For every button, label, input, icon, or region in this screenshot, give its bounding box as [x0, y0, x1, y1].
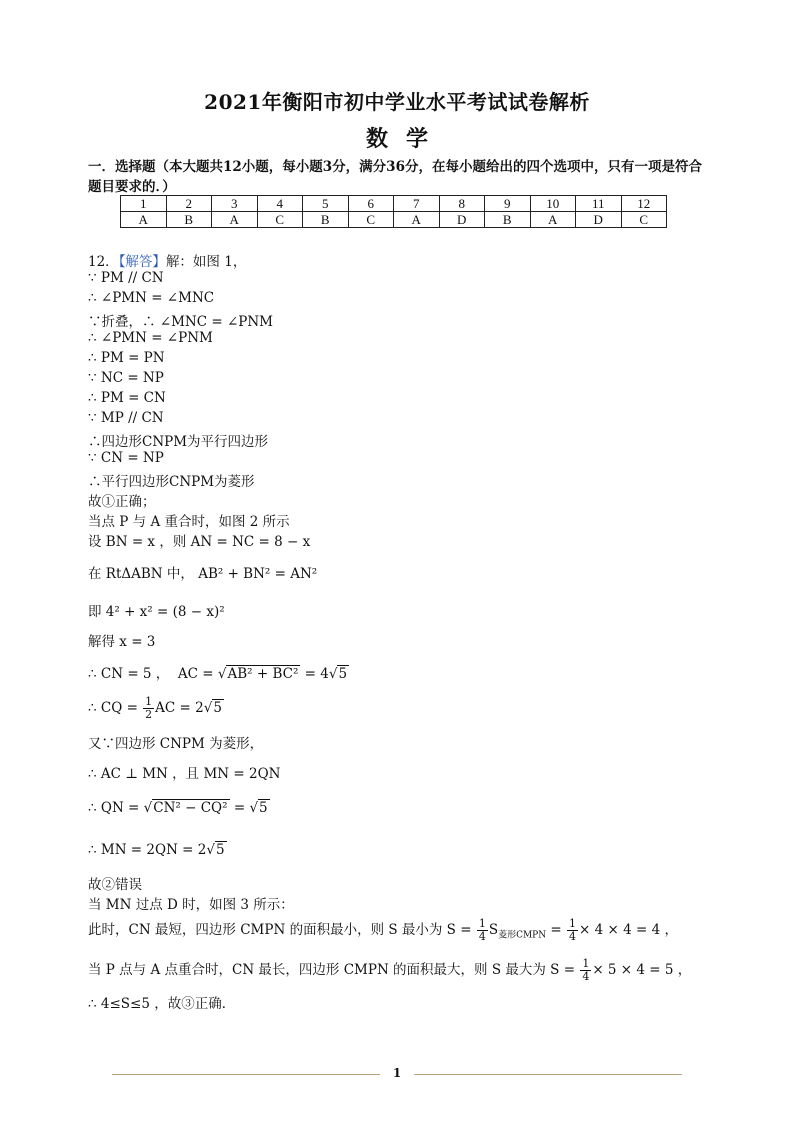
answer-tag: 【解答】	[118, 254, 166, 270]
answer-cell: A	[121, 212, 167, 228]
radicand: 5	[215, 842, 225, 858]
subscript: 菱形CMPN	[498, 930, 547, 941]
radicand: AB² + BC²	[227, 666, 299, 682]
fraction-numerator: 1	[569, 917, 577, 930]
solution-line: 当点 P 与 A 重合时，如图 2 所示	[88, 514, 290, 530]
solution-line: ∴ ∠PMN = ∠MNC	[88, 290, 215, 306]
solution-line: ∵ CN = NP	[88, 450, 164, 466]
document-title: 2021年衡阳市初中学业水平考试试卷解析	[204, 90, 590, 114]
solution-line: ∵ PM // CN	[88, 270, 164, 286]
answer-table-number-row	[121, 196, 667, 212]
question-number: 12	[621, 196, 667, 212]
fraction-numerator: 1	[582, 957, 590, 970]
solution-line: 故②错误	[88, 877, 142, 893]
question-number: 11	[576, 196, 622, 212]
answer-cell: A	[212, 212, 258, 228]
solution-line: ∵ NC = NP	[88, 370, 164, 386]
math-text: × 4 × 4 = 4 ，	[579, 922, 678, 938]
solution-line: 在 RtΔABN 中， AB² + BN² = AN²	[88, 566, 318, 582]
question-number: 5	[303, 196, 349, 212]
answer-cell: B	[303, 212, 349, 228]
question-number: 2	[166, 196, 212, 212]
solution-line: ∴ 4≤S≤5 ，故③正确．	[88, 996, 236, 1012]
math-text: 此时，CN 最短，四边形 CMPN 的面积最小，则 S 最小为 S =	[88, 922, 476, 938]
question-number: 6	[348, 196, 394, 212]
question-number: 8	[439, 196, 485, 212]
footer-rule-right	[414, 1074, 682, 1075]
solution-line: ∴ AC ⊥ MN ，且 MN = 2QN	[88, 766, 281, 782]
fraction	[580, 958, 591, 983]
radicand: CN² − CQ²	[153, 800, 228, 816]
solution-line: ∴四边形CNPM为平行四边形	[88, 434, 269, 450]
fraction-denominator: 4	[582, 970, 590, 983]
math-text: S	[488, 922, 499, 938]
fraction-denominator: 4	[478, 930, 486, 943]
question-number: 4	[257, 196, 303, 212]
math-text: =	[229, 800, 250, 816]
solution-line: 即 4² + x² = (8 − x)²	[88, 604, 225, 620]
answer-cell: B	[485, 212, 531, 228]
solution-line: ∴ CN = 5 ， AC = √AB² + BC² = 4√5	[88, 666, 348, 682]
section-heading: 一．选择题（本大题共12小题，每小题3分，满分36分，在每小题给出的四个选项中，只有一项是符合题目要求的．）	[88, 159, 702, 195]
math-text: ∴ CQ =	[88, 700, 143, 716]
fraction	[567, 918, 578, 943]
subject-heading: 数学	[365, 126, 446, 152]
math-text: AC =	[177, 666, 218, 682]
question-number: 7	[394, 196, 440, 212]
answer-table	[120, 195, 667, 228]
fraction	[143, 696, 154, 721]
solution-line: ∴ MN = 2QN = 2√5	[88, 842, 225, 858]
solution-line: ∴ PM = CN	[88, 390, 166, 406]
question-number: 9	[485, 196, 531, 212]
solution-line: ∴ QN = √CN² − CQ² = √5	[88, 800, 268, 816]
answer-cell: D	[439, 212, 485, 228]
solution-line: 设 BN = x ，则 AN = NC = 8 − x	[88, 534, 311, 550]
math-text: × 5 × 4 = 5 ，	[592, 962, 692, 978]
fraction-numerator: 1	[145, 695, 153, 708]
answer-cell: A	[530, 212, 576, 228]
radicand: 5	[213, 700, 222, 716]
solution-line: 又∵四边形 CNPM 为菱形，	[88, 736, 264, 752]
solution-line: 当 MN 过点 D 时，如图 3 所示：	[88, 897, 294, 913]
footer-rule-left	[112, 1074, 380, 1075]
solution-line	[88, 958, 691, 983]
solution-line	[88, 250, 246, 270]
solution-line: 故①正确；	[88, 494, 156, 510]
question-number-label: 12．	[88, 254, 119, 270]
answer-cell: D	[576, 212, 622, 228]
fraction-denominator: 4	[569, 930, 577, 943]
answer-cell: A	[394, 212, 440, 228]
answer-table-answer-row	[121, 212, 667, 228]
math-text: ∴ QN =	[88, 800, 144, 816]
math-text: 当 P 点与 A 点重合时，CN 最长，四边形 CMPN 的面积最大，则 S 最大为 S =	[88, 962, 580, 978]
question-number: 1	[121, 196, 167, 212]
math-text: ∴ MN = 2QN = 2	[88, 842, 207, 858]
question-number: 3	[212, 196, 258, 212]
solution-line: ∵折叠，∴ ∠MNC = ∠PNM	[88, 314, 273, 330]
fraction-denominator: 2	[145, 708, 153, 721]
solution-line: ∴平行四边形CNPM为菱形	[88, 474, 255, 490]
solution-intro: 解：如图 1，	[165, 254, 247, 270]
answer-cell: C	[621, 212, 667, 228]
answer-cell: C	[348, 212, 394, 228]
solution-line: ∴ ∠PMN = ∠PNM	[88, 330, 213, 346]
fraction-numerator: 1	[478, 917, 486, 930]
solution-line: ∵ MP // CN	[88, 410, 164, 426]
answer-cell: B	[166, 212, 212, 228]
solution-line	[88, 918, 678, 943]
solution-line: 解得 x = 3	[88, 634, 156, 650]
math-text: ∴ CN = 5 ，	[88, 666, 170, 682]
math-text: = 4	[300, 666, 329, 682]
radicand: 5	[259, 800, 268, 816]
question-number: 10	[530, 196, 576, 212]
answer-cell: C	[257, 212, 303, 228]
solution-line: ∴ PM = PN	[88, 350, 165, 366]
math-text: AC = 2	[155, 700, 204, 716]
fraction	[477, 918, 488, 943]
radicand: 5	[338, 666, 348, 682]
page-number: 1	[392, 1066, 402, 1080]
math-text: =	[546, 922, 567, 938]
solution-line: ∴ CQ = $\frac{1}{2}$ AC = 2√5	[88, 695, 222, 721]
